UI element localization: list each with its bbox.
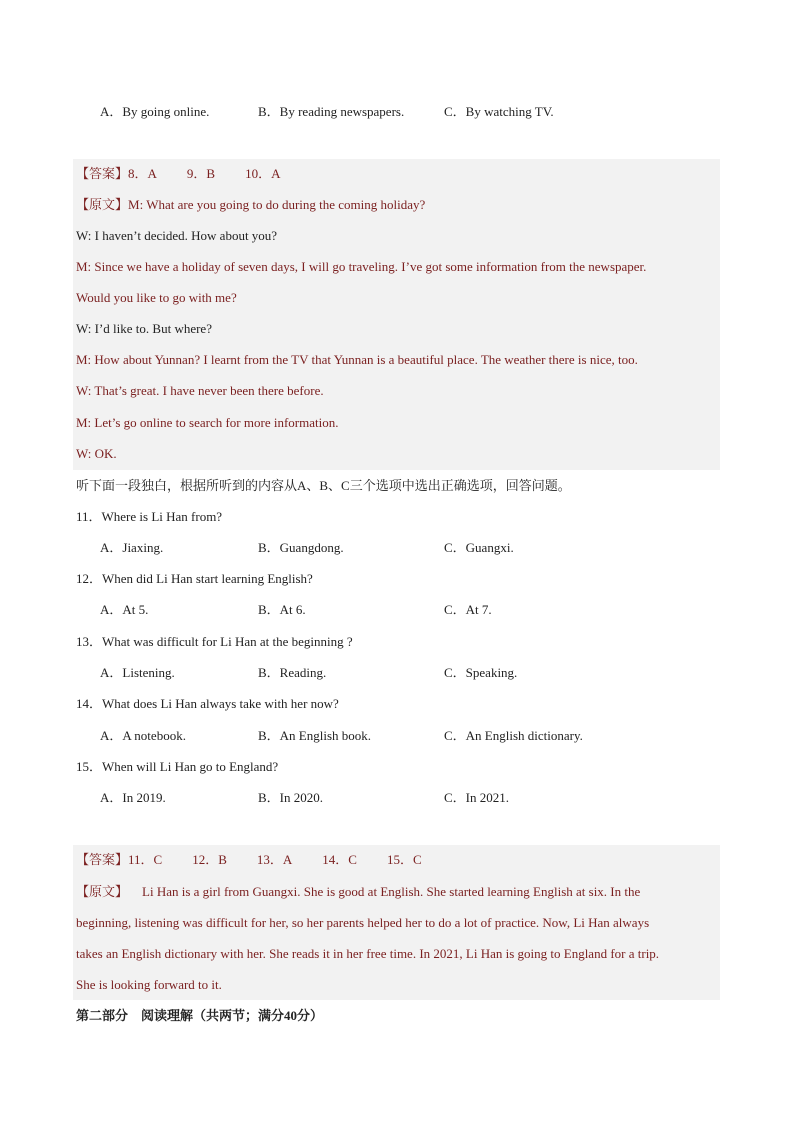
transcript-label: 【原文】 — [76, 197, 129, 212]
transcript-line: W: That’s great. I have never been there before. — [76, 383, 324, 398]
answer-block-2 — [73, 845, 720, 1000]
question-14-options — [100, 726, 700, 746]
transcript-line: takes an English dictionary with her. She reads it in her free time. In 2021, Li Han is going to England for a trip. — [76, 946, 660, 961]
answer-item: 12．B — [192, 852, 227, 867]
transcript-text: Li Han is a girl from Guangxi. She is good at English. She started learning English at six. In the — [142, 884, 641, 899]
question-15-options — [100, 788, 700, 808]
answer-label: 【答案】 — [76, 166, 129, 181]
question-14: 14．What does Li Han always take with her now? — [76, 696, 339, 711]
transcript-text: M: What are you going to do during the coming holiday? — [128, 197, 426, 212]
option-b: B．By reading newspapers. — [258, 104, 405, 119]
option-a: A．In 2019. — [100, 790, 166, 805]
answer-item: 10．A — [245, 166, 281, 181]
option-a: A．Listening. — [100, 665, 175, 680]
option-b: B．Guangdong. — [258, 540, 344, 555]
answer-line — [76, 850, 422, 870]
question-12: 12．When did Li Han start learning English? — [76, 571, 313, 586]
answer-item: 15．C — [386, 852, 422, 867]
question-13-options — [100, 663, 700, 683]
option-a: A．At 5. — [100, 602, 149, 617]
option-c: C．Speaking. — [444, 665, 518, 680]
option-a: A．A notebook. — [100, 728, 186, 743]
transcript-line: W: OK. — [76, 446, 117, 461]
option-b: B．In 2020. — [258, 790, 324, 805]
answer-line — [76, 164, 280, 184]
section-title: 第二部分 阅读理解（共两节；满分40分） — [76, 1008, 324, 1023]
answer-item: 14．C — [322, 852, 357, 867]
option-a: A．Jiaxing. — [100, 540, 164, 555]
answer-item: 11．C — [128, 852, 163, 867]
transcript-line: W: I’d like to. But where? — [76, 321, 212, 336]
answer-item: 8．A — [128, 166, 157, 181]
option-c: C．At 7. — [444, 602, 492, 617]
question-11-options — [100, 538, 700, 558]
option-c: C．An English dictionary. — [444, 728, 583, 743]
answer-label: 【答案】 — [76, 852, 129, 867]
transcript-line — [76, 195, 425, 215]
option-c: C．Guangxi. — [444, 540, 514, 555]
option-c: C．In 2021. — [444, 790, 510, 805]
option-b: B．Reading. — [258, 665, 327, 680]
q10-options — [100, 102, 700, 122]
transcript-line: M: How about Yunnan? I learnt from the TV that Yunnan is a beautiful place. The weather there is nice, too. — [76, 352, 638, 367]
transcript-line: W: I haven’t decided. How about you? — [76, 228, 278, 243]
option-b: B．An English book. — [258, 728, 372, 743]
transcript-label: 【原文】 — [76, 884, 129, 899]
question-11: 11．Where is Li Han from? — [76, 509, 223, 524]
listening-instruction: 听下面一段独白，根据所听到的内容从A、B、C三个选项中选出正确选项，回答问题。 — [76, 478, 571, 493]
transcript-line: M: Let’s go online to search for more information. — [76, 415, 339, 430]
question-12-options — [100, 600, 700, 620]
transcript-line: Would you like to go with me? — [76, 290, 237, 305]
question-13: 13．What was difficult for Li Han at the beginning ? — [76, 634, 353, 649]
answer-block-1 — [73, 159, 720, 470]
option-b: B．At 6. — [258, 602, 306, 617]
answer-item: 9．B — [186, 166, 216, 181]
transcript-line: beginning, listening was difficult for her, so her parents helped her to do a lot of practice. Now, Li Han always — [76, 915, 650, 930]
option-c: C．By watching TV. — [444, 104, 554, 119]
transcript-line: She is looking forward to it. — [76, 977, 222, 992]
transcript-line: M: Since we have a holiday of seven days, I will go traveling. I’ve got some information from the newspaper. — [76, 259, 647, 274]
answer-item: 13．A — [256, 852, 293, 867]
question-15: 15．When will Li Han go to England? — [76, 759, 279, 774]
transcript-line — [76, 882, 640, 902]
option-a: A．By going online. — [100, 104, 210, 119]
